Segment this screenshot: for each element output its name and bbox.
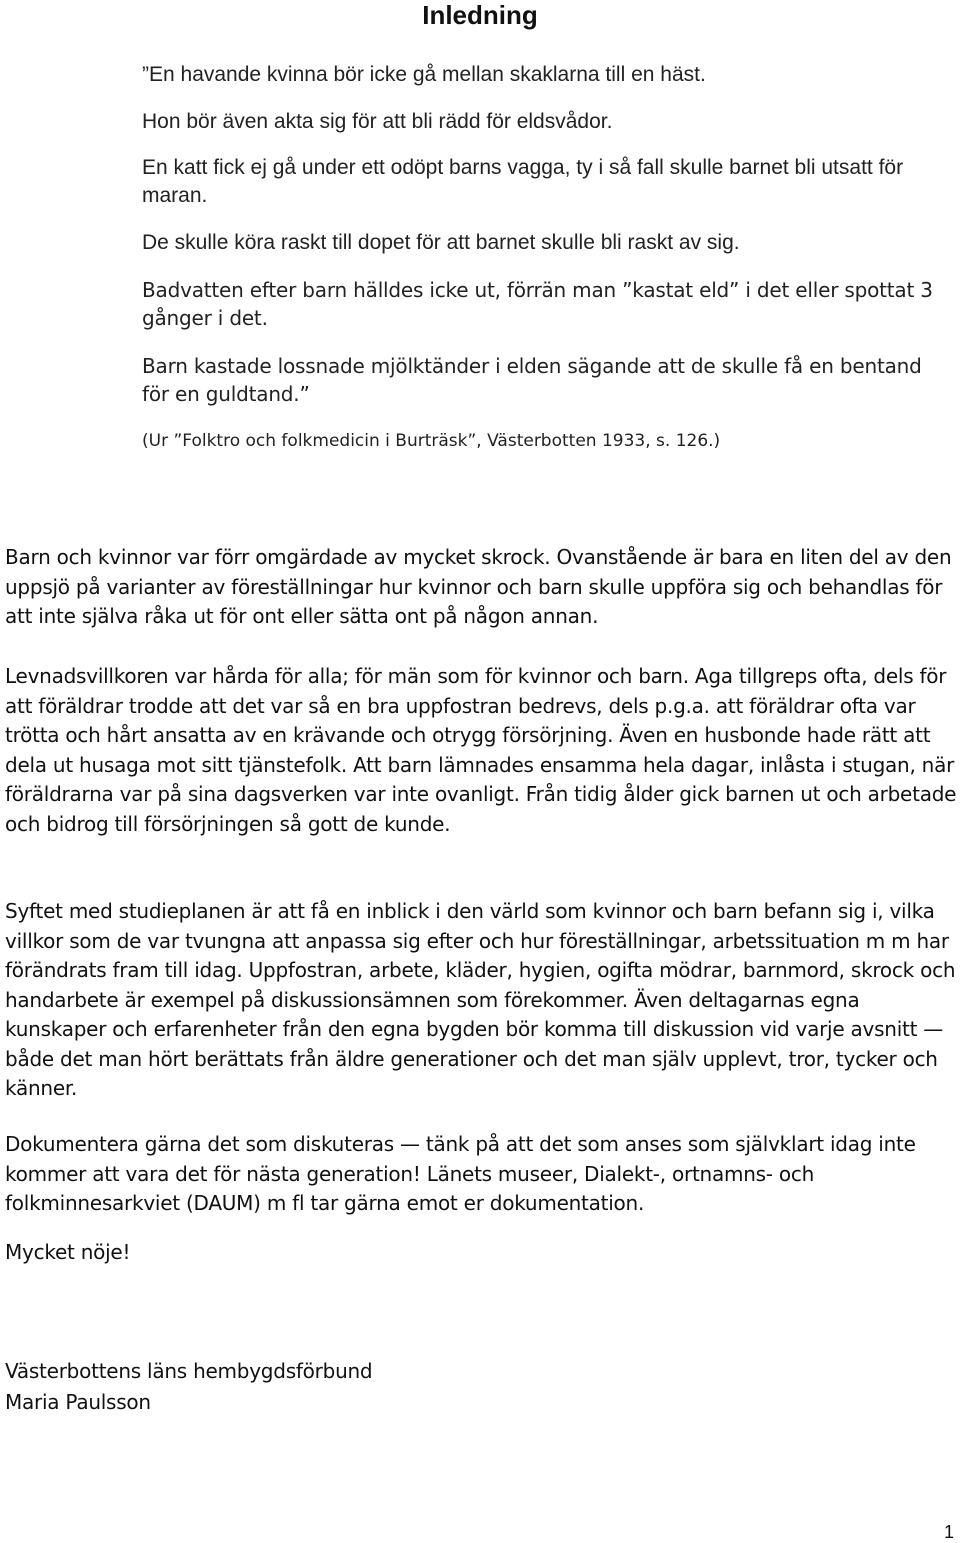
quote-line-4: De skulle köra raskt till dopet för att barnet skulle bli raskt av sig. [142,231,740,254]
page-number: 1 [943,1522,954,1542]
quote-line-5: Badvatten efter barn hälldes icke ut, förrän man ”kastat eld” i det eller spottat 3 gånger i det. [142,278,933,330]
paragraph-3: Syftet med studieplanen är att få en inblick i den värld som kvinnor och barn befann sig i, vilka villkor som de var tvungna att anpassa sig efter och hur föreställningar, arbetssituation m m har förändrats fram till idag. Uppfostran, arbete, kläder, hygien, ogifta mödrar, barnmord, skrock och handarbete är exempel på diskussionsämnen som förekommer. Även deltagarnas egna kunskaper och erfarenheter från den egna bygden bör komma till diskussion vid varje avsnitt — både det man hört berättats från äldre generationer och det man själv upplevt, tror, tycker och känner. [5,899,956,1100]
signature-organization: Västerbottens läns hembygdsförbund [5,1359,373,1383]
quote-line-3: En katt fick ej gå under ett odöpt barns vagga, ty i så fall skulle barnet bli utsatt för maran. [142,156,904,207]
quote-line-2: Hon bör även akta sig för att bli rädd för eldsvådor. [142,110,613,133]
quote-source: (Ur ”Folktro och folkmedicin i Burträsk”, Västerbotten 1933, s. 126.) [142,431,721,451]
quote-line-1: ”En havande kvinna bör icke gå mellan skaklarna till en häst. [142,63,706,86]
page-title: Inledning [422,0,538,30]
paragraph-1: Barn och kvinnor var förr omgärdade av mycket skrock. Ovanstående är bara en liten del av den uppsjö på varianter av föreställningar hur kvinnor och barn skulle uppföra sig och behandlas för att inte själva råka ut för ont eller sätta ont på någon annan. [5,545,952,628]
paragraph-2: Levnadsvillkoren var hårda för alla; för män som för kvinnor och barn. Aga tillgreps ofta, dels för att föräldrar trodde att det var så en bra uppfostran bedrevs, dels p.g.a. att föräldrar ofta var trötta och hårt ansatta av en krävande och otrygg försörjning. Även en husbonde hade rätt att dela ut husaga mot sitt tjänstefolk. Att barn lämnades ensamma hela dagar, inlåsta i stugan, när föräldrarna var på sina dagsverken var inte ovanligt. Från tidig ålder gick barnen ut och arbetade och bidrog till försörjningen så gott de kunde. [5,664,957,836]
paragraph-4: Dokumentera gärna det som diskuteras — tänk på att det som anses som självklart idag inte kommer att vara det för nästa generation! Länets museer, Dialekt-, ortnamns- och folkminnesarkviet (DAUM) m fl tar gärna emot er dokumentation. [5,1132,916,1215]
paragraph-5: Mycket nöje! [5,1240,131,1264]
quote-line-6: Barn kastade lossnade mjölktänder i elden sägande att de skulle få en bentand för en guldtand.” [142,354,922,406]
signature-name: Maria Paulsson [5,1390,151,1414]
